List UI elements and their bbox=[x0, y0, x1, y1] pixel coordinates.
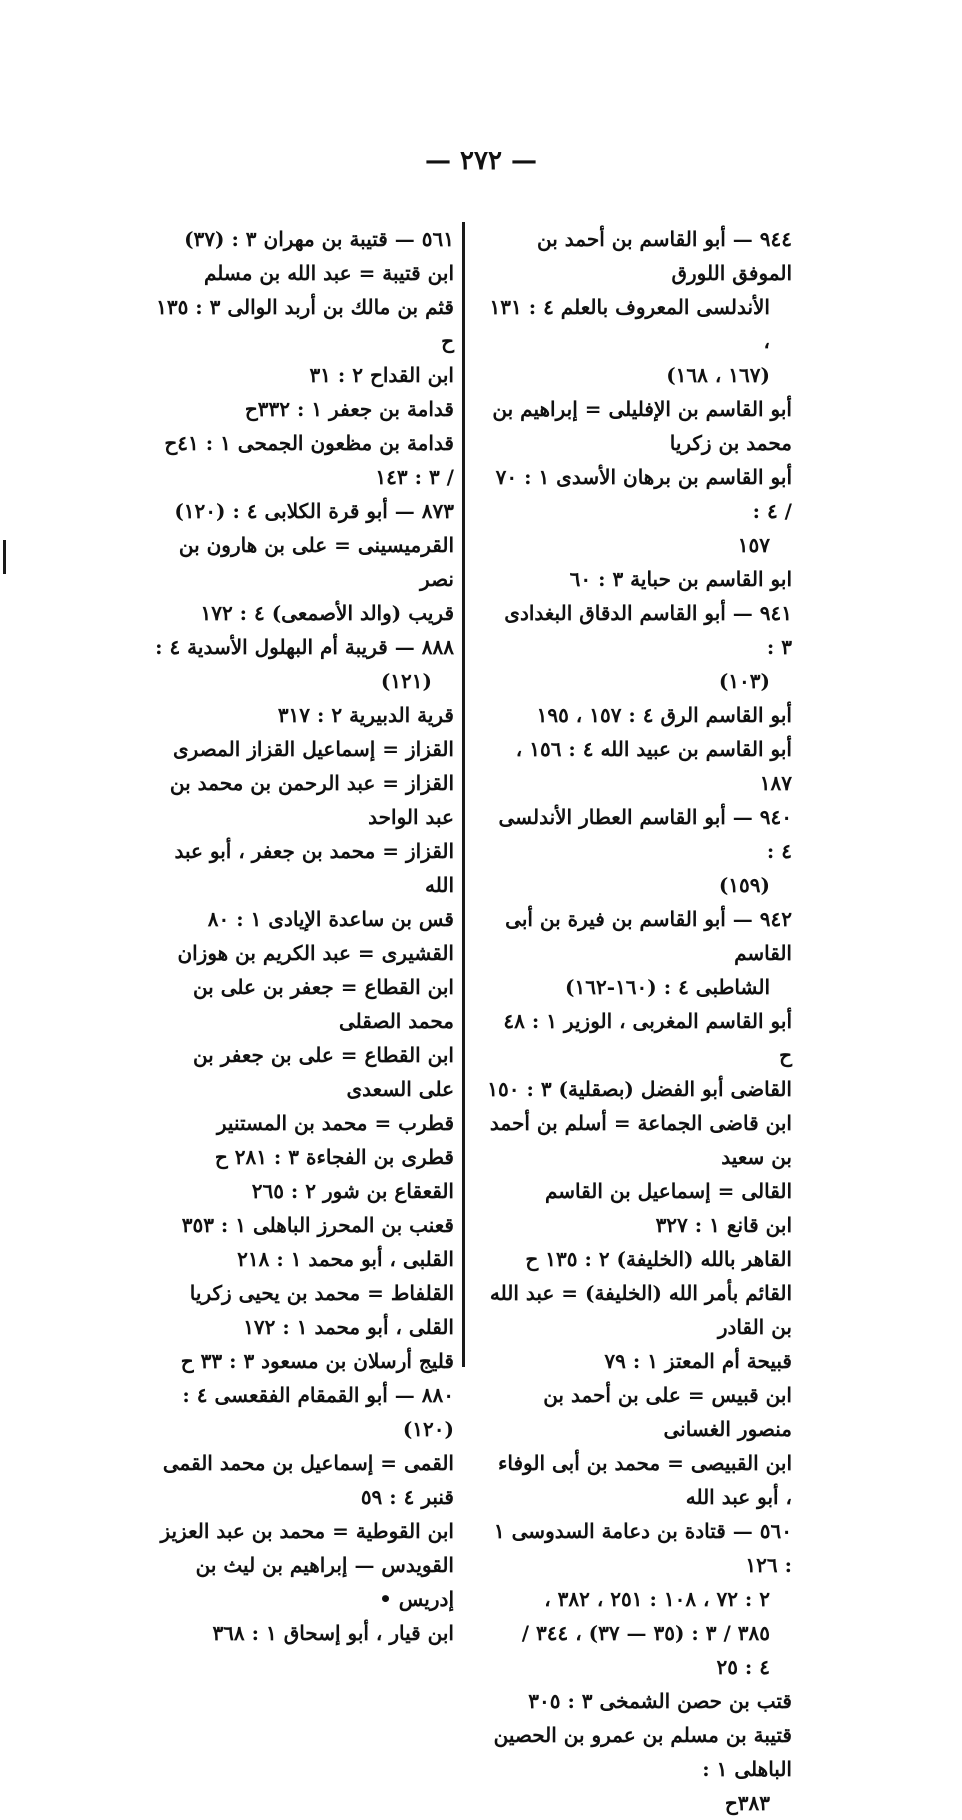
index-entry-continuation: الشاطبى ٤ : (١٦٠-١٦٢) bbox=[565, 975, 770, 999]
index-entry: ٩٤١ — أبو القاسم الدقاق البغدادى ٣ : bbox=[504, 601, 792, 659]
index-entry-continuation: ٣٨٣ح bbox=[724, 1791, 770, 1815]
index-entry: ٨٨٨ — قريبة أم البهلول الأسدية ٤ : bbox=[155, 635, 454, 659]
index-entry: القويدس — إبراهيم بن ليث بن إدريس • bbox=[195, 1553, 454, 1611]
index-entry: القاهر بالله (الخليفة) ٢ : ١٣٥ ح bbox=[525, 1247, 792, 1271]
index-entry: ٨٧٣ — أبو قرة الكلابى ٤ : (١٢٠) bbox=[174, 499, 454, 523]
index-entry: ابن قاضى الجماعة = أسلم بن أحمد بن سعيد bbox=[489, 1111, 792, 1169]
index-entry: ٨٨٠ — أبو القمقام الفقعسى ٤ : (١٢٠) bbox=[182, 1383, 454, 1441]
index-entry: القالى = إسماعيل بن القاسم bbox=[544, 1179, 792, 1203]
index-entry-continuation: ١٥٧ bbox=[737, 533, 770, 557]
index-entry: قثم بن مالك بن أربد الوالى ٣ : ١٣٥ ح bbox=[156, 295, 454, 353]
index-entry: ٩٤٢ — أبو القاسم بن فيرة بن أبى القاسم bbox=[505, 907, 792, 965]
index-entry: ابن قبيس = على بن أحمد بن منصور الغسانى bbox=[543, 1383, 792, 1441]
index-entry: قبيحة أم المعتز ١ : ٧٩ bbox=[604, 1349, 792, 1373]
index-entry: قتيبة بن مسلم بن عمرو بن الحصين الباهلى ١ : bbox=[493, 1723, 792, 1781]
index-entry: القزاز = عبد الرحمن بن محمد بن عبد الواحد bbox=[169, 771, 454, 829]
index-entry: ابن القبيصى = محمد بن أبى الوفاء ، أبو عبد الله bbox=[497, 1451, 792, 1509]
index-entry: أبو القاسم بن عبيد الله ٤ : ١٥٦ ، ١٨٧ bbox=[515, 737, 792, 795]
column-divider bbox=[462, 222, 465, 1367]
index-entry: ٩٤٠ — أبو القاسم العطار الأندلسى ٤ : bbox=[498, 805, 792, 863]
index-entry: ابن القوطية = محمد بن عبد العزيز bbox=[160, 1519, 454, 1543]
index-entry: ابن القطاع = جعفر بن على بن محمد الصقلى bbox=[192, 975, 454, 1033]
index-entry-continuation: (١٢١) bbox=[380, 669, 432, 693]
right-column bbox=[487, 222, 792, 1820]
index-entry: أبو القاسم بن برهان الأسدى ١ : ٧٠ / ٤ : bbox=[495, 465, 792, 523]
index-entry: أبو القاسم الرق ٤ : ١٥٧ ، ١٩٥ bbox=[536, 703, 792, 727]
index-entry: القرميسينى = على بن هارون بن نصر bbox=[178, 533, 454, 591]
index-entry: قرية الدبيرية ٢ : ٣١٧ bbox=[277, 703, 454, 727]
index-entry-continuation: (١٠٣) bbox=[718, 669, 770, 693]
index-entry: القعقاع بن شور ٢ : ٢٦٥ bbox=[251, 1179, 454, 1203]
index-entry: القلى ، أبو محمد ١ : ١٧٢ bbox=[243, 1315, 454, 1339]
index-entry: قليج أرسلان بن مسعود ٣ : ٣٣ ح bbox=[180, 1349, 454, 1373]
index-entry: القلفاط = محمد بن يحيى زكريا bbox=[189, 1281, 454, 1305]
index-entry: ابو القاسم بن حباية ٣ : ٦٠ bbox=[569, 567, 792, 591]
page-number: — ٢٧٢ — bbox=[424, 146, 538, 176]
index-entry: قنبر ٤ : ٥٩ bbox=[360, 1485, 454, 1509]
left-column bbox=[154, 222, 454, 1650]
index-entry: ٥٦١ — قتيبة بن مهران ٣ : (٣٧) bbox=[184, 227, 454, 251]
index-entry: ابن قيار ، أبو إسحاق ١ : ٣٦٨ bbox=[212, 1621, 454, 1645]
index-entry: قدامة بن جعفر ١ : ٣٣٢ح bbox=[244, 397, 454, 421]
index-entry-continuation: (١٥٩) bbox=[718, 873, 770, 897]
index-entry: قس بن ساعدة الإيادى ١ : ٨٠ bbox=[207, 907, 454, 931]
index-entry: ابن قتيبة = عبد الله بن مسلم bbox=[203, 261, 454, 285]
index-entry: القشيرى = عبد الكريم بن هوزان bbox=[177, 941, 454, 965]
margin-mark bbox=[3, 540, 6, 574]
index-entry: أبو القاسم المغربى ، الوزير ١ : ٤٨ ح bbox=[503, 1009, 792, 1067]
index-entry: ٩٤٤ — أبو القاسم بن أحمد بن الموفق اللورق bbox=[537, 227, 792, 285]
index-entry: ٥٦٠ — قتادة بن دعامة السدوسى ١ : ١٢٦ bbox=[493, 1519, 792, 1577]
index-entry: القلبى ، أبو محمد ١ : ٢١٨ bbox=[237, 1247, 454, 1271]
index-entry: ابن قانع ١ : ٣٢٧ bbox=[655, 1213, 792, 1237]
index-entry-continuation: ٣٨٥ / ٣ : (٣٥ — ٣٧) ، ٣٤٤ / bbox=[521, 1621, 770, 1645]
index-entry-continuation: ٤ : ٢٥ bbox=[716, 1655, 770, 1679]
index-entry: قعنب بن المحرز الباهلى ١ : ٣٥٣ bbox=[181, 1213, 454, 1237]
index-entry: ابن القداح ٢ : ٣١ bbox=[309, 363, 454, 387]
index-entry: القزاز = محمد بن جعفر ، أبو عبد الله bbox=[174, 839, 454, 897]
index-entry: أبو القاسم بن الإفليلى = إبراهيم بن محمد بن زكريا bbox=[492, 397, 792, 455]
index-entry: قطرب = محمد بن المستنير bbox=[216, 1111, 454, 1135]
index-entry: القاضى أبو الفضل (بصقلية) ٣ : ١٥٠ bbox=[487, 1077, 792, 1101]
index-entry: القائم بأمر الله (الخليفة) = عبد الله بن القادر bbox=[489, 1281, 792, 1339]
index-entry-continuation: الأندلسى المعروف بالعلم ٤ : ١٣١ ، bbox=[489, 295, 770, 353]
index-entry: القزاز = إسماعيل القزاز المصرى bbox=[173, 737, 454, 761]
index-entry: قدامة بن مظعون الجمحى ١ : ٤١ح / ٣ : ١٤٣ bbox=[164, 431, 454, 489]
index-entry: قتب بن حصن الشمخى ٣ : ٣٠٥ bbox=[528, 1689, 792, 1713]
index-entry: القمى = إسماعيل بن محمد القمى bbox=[162, 1451, 454, 1475]
index-entry: قطرى بن الفجاءة ٣ : ٢٨١ ح bbox=[214, 1145, 454, 1169]
index-entry: ابن القطاع = على بن جعفر بن على السعدى bbox=[192, 1043, 454, 1101]
index-entry: قريب (والد الأصمعى) ٤ : ١٧٢ bbox=[200, 601, 454, 625]
index-entry-continuation: (١٦٧ ، ١٦٨) bbox=[666, 363, 770, 387]
index-entry-continuation: ٢ : ٧٢ ، ١٠٨ : ٢٥١ ، ٣٨٢ ، bbox=[544, 1587, 770, 1611]
